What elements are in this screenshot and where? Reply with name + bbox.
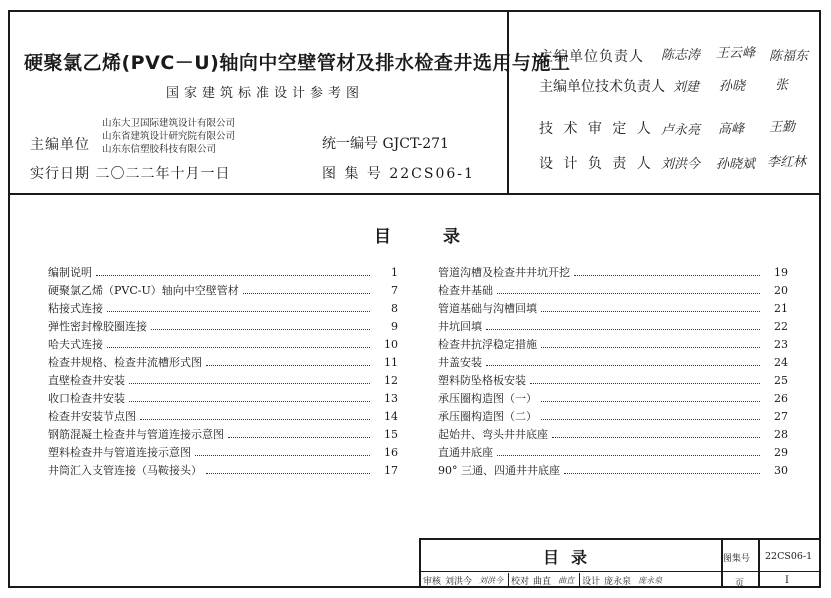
toc-entry[interactable] — [48, 444, 398, 462]
title-block-signature-row — [421, 573, 721, 588]
design-label: 设计 — [582, 577, 601, 587]
toc-leader-dots — [96, 267, 370, 276]
title-block-divider — [758, 540, 760, 588]
toc-entry-page: 30 — [774, 464, 788, 477]
toc-entry-title: 井筒汇入支管连接（马鞍接头） — [48, 464, 202, 477]
main-unit-2: 山东省建筑设计研究院有限公司 — [102, 131, 236, 142]
toc-leader-dots — [129, 393, 370, 402]
toc-entry-page: 13 — [384, 392, 398, 405]
toc-right-column — [438, 264, 788, 480]
signature-1-2: 王云峰 — [716, 46, 756, 61]
date-label: 实行日期 — [30, 166, 90, 182]
toc-entry-title: 管道沟槽及检查井井坑开挖 — [438, 266, 570, 279]
toc-entry-title: 哈夫式连接 — [48, 338, 103, 351]
title-block-title: 目录 — [542, 547, 599, 567]
toc-entry[interactable] — [48, 318, 398, 336]
date-row — [30, 163, 230, 183]
toc-entry-title: 塑料检查井与管道连接示意图 — [48, 446, 191, 459]
toc-entry-page: 11 — [384, 356, 398, 369]
toc-entry[interactable] — [48, 336, 398, 354]
toc-entry-page: 15 — [384, 428, 398, 441]
toc-entry-title: 钢筋混凝土检查井与管道连接示意图 — [48, 428, 224, 441]
toc-entry-title: 承压圈构造图（一） — [438, 392, 537, 405]
signature-4-3: 李红林 — [767, 155, 807, 170]
toc-entry-page: 10 — [384, 338, 398, 351]
toc-entry[interactable] — [438, 264, 788, 282]
toc-leader-dots — [541, 303, 760, 312]
signature-2-2: 孙晓 — [719, 79, 746, 94]
toc-leader-dots — [541, 339, 760, 348]
toc-entry[interactable] — [438, 408, 788, 426]
toc-heading-left: 目 — [374, 227, 391, 247]
toc-entry-title: 90° 三通、四通井井底座 — [438, 464, 560, 477]
unified-no-label: 统一编号 — [322, 136, 378, 152]
toc-leader-dots — [206, 357, 370, 366]
toc-entry[interactable] — [438, 300, 788, 318]
toc-entry[interactable] — [438, 444, 788, 462]
review-label: 审核 — [423, 577, 442, 587]
toc-entry-page: 7 — [391, 284, 398, 297]
toc-leader-dots — [564, 465, 760, 474]
toc-leader-dots — [140, 411, 370, 420]
atlas-no-label: 图 集 号 — [322, 166, 383, 182]
unified-no-value: GJCT-271 — [382, 136, 449, 152]
toc-entry-title: 直通井底座 — [438, 446, 493, 459]
toc-leader-dots — [530, 375, 760, 384]
designer-signature: 庞永泉 — [638, 576, 663, 585]
toc-entry[interactable] — [48, 354, 398, 372]
toc-entry-title: 粘接式连接 — [48, 302, 103, 315]
toc-entry-page: 1 — [391, 266, 398, 279]
toc-entry[interactable] — [48, 408, 398, 426]
toc-entry-page: 14 — [384, 410, 398, 423]
toc-entry[interactable] — [438, 426, 788, 444]
toc-entry[interactable] — [438, 372, 788, 390]
toc-entry[interactable] — [438, 336, 788, 354]
signature-4-1: 刘洪今 — [661, 157, 701, 172]
designer-name: 庞永泉 — [604, 577, 632, 587]
toc-entry-page: 26 — [774, 392, 788, 405]
signature-3-2: 高峰 — [718, 122, 745, 137]
toc-leader-dots — [107, 339, 370, 348]
signature-3-1: 卢永亮 — [661, 123, 701, 138]
title-block — [419, 538, 819, 588]
signature-4-2: 孙晓斌 — [716, 157, 756, 172]
toc-entry-page: 21 — [774, 302, 788, 315]
toc-leader-dots — [107, 303, 370, 312]
signature-1-1: 陈志涛 — [661, 48, 701, 63]
toc-entry-title: 管道基础与沟槽回填 — [438, 302, 537, 315]
drawing-frame — [8, 10, 821, 588]
header-right-panel — [511, 12, 819, 193]
reviewer-name: 刘洪今 — [445, 577, 473, 587]
toc-entry-page: 9 — [391, 320, 398, 333]
toc-entry-page: 23 — [774, 338, 788, 351]
toc-leader-dots — [151, 321, 370, 330]
toc-heading-right: 录 — [443, 227, 460, 247]
header-left-panel — [10, 12, 571, 193]
toc-leader-dots — [195, 447, 370, 456]
toc-entry-title: 检查井安装节点图 — [48, 410, 136, 423]
toc-entry-title: 弹性密封橡胶圈连接 — [48, 320, 147, 333]
toc-entry-title: 井坑回填 — [438, 320, 482, 333]
date-value: 二〇二二年十月一日 — [95, 166, 231, 182]
toc-entry-title: 硬聚氯乙烯（PVC-U）轴向中空壁管材 — [48, 284, 239, 297]
atlas-no-value: 22CS06-1 — [389, 166, 475, 182]
main-title: 硬聚氯乙烯(PVC－U)轴向中空壁管材及排水检查井选用与施工 — [24, 52, 571, 74]
toc-entry-title: 收口检查井安装 — [48, 392, 125, 405]
atlas-no-row — [322, 163, 475, 183]
header — [10, 12, 819, 195]
toc-entry-page: 25 — [774, 374, 788, 387]
toc-leader-dots — [574, 267, 760, 276]
toc-entry-title: 直壁检查井安装 — [48, 374, 125, 387]
toc-entry[interactable] — [48, 264, 398, 282]
check-label: 校对 — [511, 577, 530, 587]
toc-leader-dots — [541, 393, 760, 402]
toc-leader-dots — [497, 447, 760, 456]
toc-entry-page: 16 — [384, 446, 398, 459]
toc-entry-page: 27 — [774, 410, 788, 423]
toc-entry[interactable] — [438, 282, 788, 300]
toc-entry-page: 22 — [774, 320, 788, 333]
tech-reviewer-role: 技 术 审 定 人 — [539, 121, 654, 137]
chief-unit-head-role: 主编单位负责人 — [539, 49, 644, 65]
toc-entry-page: 29 — [774, 446, 788, 459]
toc-entry-title: 塑料防坠格板安装 — [438, 374, 526, 387]
toc-leader-dots — [497, 285, 760, 294]
toc-leader-dots — [486, 321, 760, 330]
toc-entry-page: 8 — [391, 302, 398, 315]
toc-entry[interactable] — [438, 318, 788, 336]
toc-entry[interactable] — [48, 282, 398, 300]
toc-leader-dots — [206, 465, 370, 474]
toc-entry-page: 19 — [774, 266, 788, 279]
checker-signature: 曲直 — [558, 576, 575, 585]
toc-entry-title: 承压圈构造图（二） — [438, 410, 537, 423]
toc-leader-dots — [486, 357, 760, 366]
signature-3-3: 王勤 — [769, 120, 796, 135]
toc-entry-page: 28 — [774, 428, 788, 441]
toc-entry[interactable] — [48, 300, 398, 318]
toc-entry-title: 检查井基础 — [438, 284, 493, 297]
toc-entry-title: 检查井规格、检查井流槽形式图 — [48, 356, 202, 369]
main-unit-1: 山东大卫国际建筑设计有限公司 — [102, 118, 236, 129]
subtitle: 国家建筑标准设计参考图 — [166, 86, 365, 101]
toc-leader-dots — [243, 285, 370, 294]
toc-entry-page: 24 — [774, 356, 788, 369]
toc-entry-title: 编制说明 — [48, 266, 92, 279]
toc-entry[interactable] — [48, 372, 398, 390]
signature-1-3: 陈福东 — [769, 49, 809, 64]
signature-2-3: 张 — [775, 78, 789, 93]
chief-tech-head-role: 主编单位技术负责人 — [539, 79, 665, 95]
checker-name: 曲直 — [533, 577, 552, 587]
toc-leader-dots — [228, 429, 370, 438]
toc-entry[interactable] — [438, 354, 788, 372]
toc-entry-page: 20 — [774, 284, 788, 297]
toc-entry-page: 17 — [384, 464, 398, 477]
main-units-list — [102, 117, 235, 156]
title-block-page-label: 页 — [735, 579, 745, 589]
main-unit-label: 主编单位 — [30, 137, 90, 153]
unified-no-row — [322, 133, 449, 153]
reviewer-signature: 刘洪今 — [479, 576, 504, 585]
signature-2-1: 刘建 — [673, 80, 700, 95]
toc-entry-title: 井盖安装 — [438, 356, 482, 369]
title-block-page-no: I — [785, 575, 789, 586]
toc-leader-dots — [541, 411, 760, 420]
toc-entry[interactable] — [48, 426, 398, 444]
toc-entry[interactable] — [48, 390, 398, 408]
toc-entry-title: 检查井抗浮稳定措施 — [438, 338, 537, 351]
title-block-divider — [721, 540, 723, 588]
toc-leader-dots — [552, 429, 760, 438]
design-head-role: 设 计 负 责 人 — [539, 156, 654, 172]
main-unit-3: 山东东信塑胶科技有限公司 — [102, 144, 217, 155]
toc-entry-page: 12 — [384, 374, 398, 387]
title-block-atlas-no: 22CS06-1 — [765, 551, 813, 562]
toc-entry[interactable] — [48, 462, 398, 480]
toc-leader-dots — [129, 375, 370, 384]
title-block-atlas-label: 图集号 — [723, 554, 751, 564]
toc-entry[interactable] — [438, 462, 788, 480]
toc-entry[interactable] — [438, 390, 788, 408]
toc-entry-title: 起始井、弯头井井底座 — [438, 428, 548, 441]
toc-left-column — [48, 264, 398, 480]
